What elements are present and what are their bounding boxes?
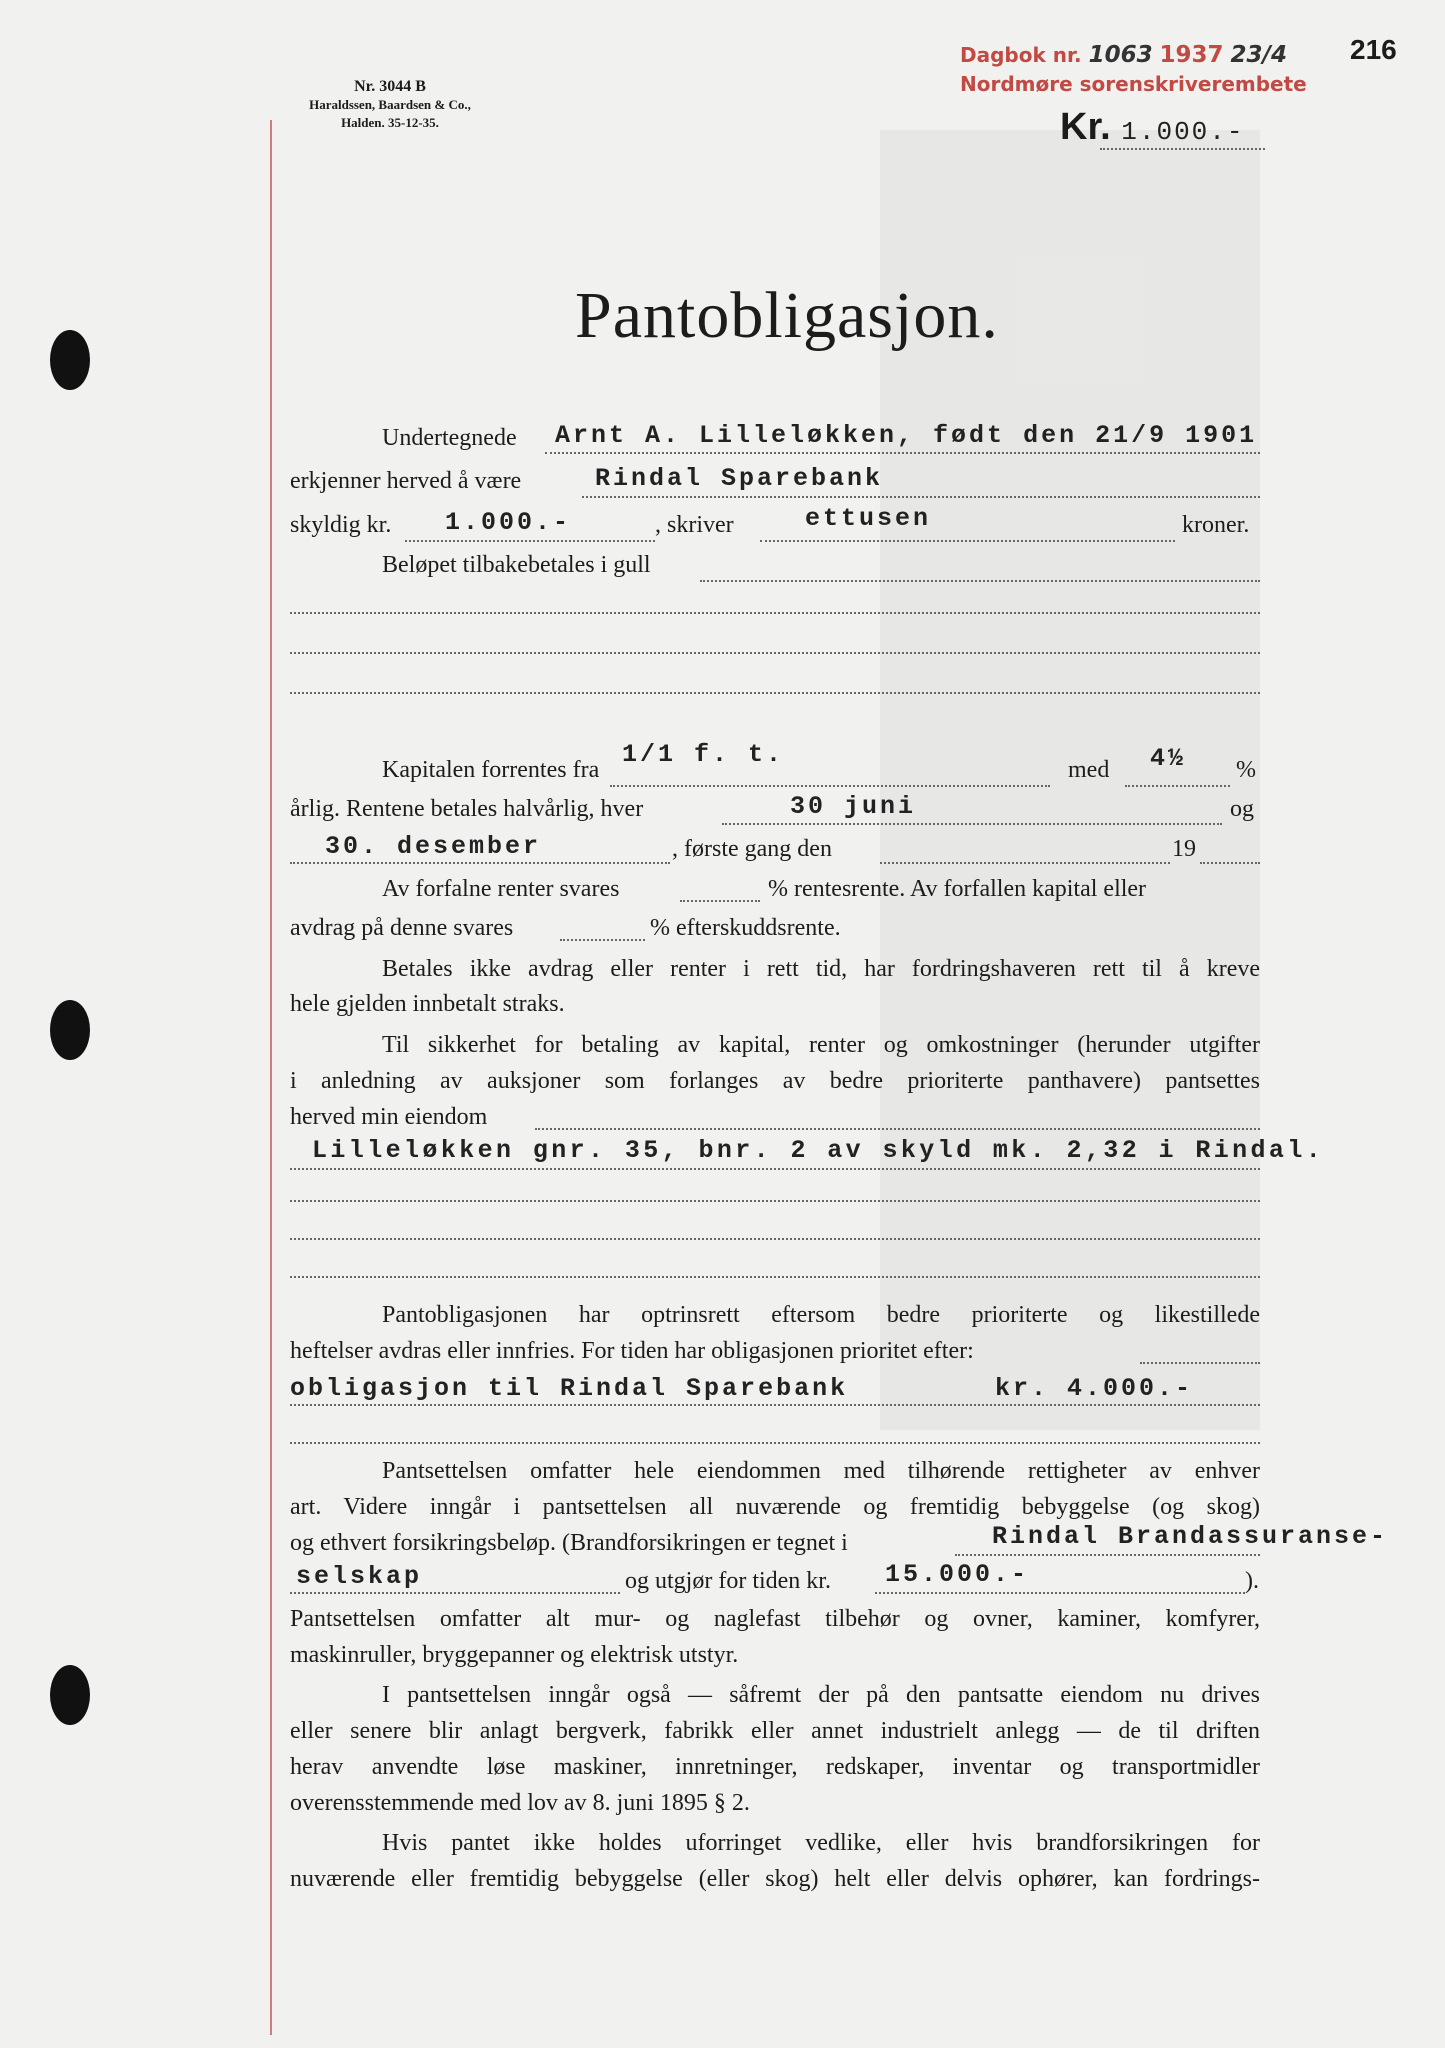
year-label: 19 <box>1172 836 1196 862</box>
omfatter-line-1: Pantsettelsen omfatter hele eiendommen med tilhørende rettigheter av enhver <box>382 1458 1260 1484</box>
form-number: Nr. 3044 B <box>354 78 426 95</box>
amount-header <box>1060 106 1244 149</box>
dagbok-date: 23/4 <box>1230 42 1287 68</box>
kroner-label: kroner. <box>1182 512 1250 538</box>
property-value: Lilleløkken gnr. 35, bnr. 2 av skyld mk. 2,32 i Rindal. <box>312 1136 1325 1165</box>
rate-percent: % <box>1236 757 1256 783</box>
date2-dots <box>290 862 670 864</box>
forfalne-dots <box>680 900 760 902</box>
omfatter-line-2: art. Videre inngår i pantsettelsen all nuværende og fremtidig bebyggelse (og skog) <box>290 1494 1260 1520</box>
blank-line-7 <box>290 1442 1260 1444</box>
tilbehor-line-1: Pantsettelsen omfatter alt mur- og naglefast tilbehør og ovner, kaminer, komfyrer, <box>290 1606 1260 1632</box>
insurer-value-2: selskap <box>296 1562 423 1591</box>
herved-dots <box>535 1128 1260 1130</box>
amount-header-dots <box>1100 148 1265 150</box>
industri-line-2: eller senere blir anlagt bergverk, fabrikk eller annet industrielt anlegg — de til driften <box>290 1718 1260 1744</box>
undertegnede-dots <box>545 452 1260 454</box>
med-label: med <box>1068 757 1110 783</box>
insurer-value-1: Rindal Brandassuranse- <box>992 1522 1389 1551</box>
skriver-dots <box>760 540 1175 542</box>
betales-line-2: hele gjelden innbetalt straks. <box>290 991 565 1017</box>
dagbok-label: Dagbok nr. <box>960 43 1082 67</box>
printer-line-2: Halden. 35-12-35. <box>341 115 439 130</box>
insurer-dots-2 <box>290 1592 620 1594</box>
utgjor-label: og utgjør for tiden kr. <box>625 1568 831 1594</box>
prior-amount: kr. 4.000.- <box>995 1374 1194 1403</box>
blank-line-3 <box>290 692 1260 694</box>
document-title: Pantobligasjon. <box>575 279 999 352</box>
industri-line-3: herav anvendte løse maskiner, innretninger, redskaper, inventar og transportmidler <box>290 1754 1260 1780</box>
forste-dots <box>880 862 1170 864</box>
erkjenner-value: Rindal Sparebank <box>595 464 884 493</box>
forfalne-label-a: Av forfalne renter svares <box>382 876 620 902</box>
belopet-label: Beløpet tilbakebetales i gull <box>382 552 651 578</box>
industri-line-4: overensstemmende med lov av 8. juni 1895 § 2. <box>290 1790 750 1816</box>
undertegnede-label: Undertegnede <box>382 425 517 451</box>
sikkerhet-line-2: i anledning av auksjoner som forlanges av bedre prioriterte panthavere) pantsettes <box>290 1068 1260 1094</box>
forfalne-label-b: % rentesrente. Av forfallen kapital eller <box>768 876 1147 902</box>
date1-value: 30 juni <box>790 792 917 821</box>
insured-dots <box>875 1592 1245 1594</box>
avdrag-dots <box>560 939 645 941</box>
close-paren: ). <box>1245 1568 1259 1594</box>
skriver-label: , skriver <box>655 512 734 538</box>
blank-line-1 <box>290 612 1260 614</box>
prioritet-line-1: Pantobligasjonen har optrinsrett eftersom bedre prioriterte og likestillede <box>382 1302 1260 1328</box>
dagbok-stamp <box>960 42 1287 68</box>
insurer-dots-1 <box>955 1554 1260 1556</box>
forste-label: , første gang den <box>672 836 832 862</box>
forsikring-label: og ethvert forsikringsbeløp. (Brandforsikringen er tegnet i <box>290 1530 848 1556</box>
hvis-line-1: Hvis pantet ikke holdes uforringet vedlike, eller hvis brandforsikringen for <box>382 1830 1260 1856</box>
date2-value: 30. desember <box>325 832 542 861</box>
amount-header-value: 1.000.- <box>1121 117 1245 147</box>
herved-label: herved min eiendom <box>290 1104 488 1130</box>
erkjenner-dots <box>582 496 1260 498</box>
office-stamp: Nordmøre sorenskriverembete <box>960 72 1307 96</box>
skriver-value: ettusen <box>805 504 932 533</box>
sikkerhet-line-1: Til sikkerhet for betaling av kapital, renter og omkostninger (herunder utgifter <box>382 1032 1260 1058</box>
page-number: 216 <box>1350 34 1397 65</box>
prior-value: obligasjon til Rindal Sparebank <box>290 1374 849 1403</box>
skyldig-dots <box>405 540 655 542</box>
avdrag-label-a: avdrag på denne svares <box>290 915 514 941</box>
rate-value: 4½ <box>1150 744 1187 773</box>
punch-hole-2 <box>50 1000 90 1060</box>
prior-dots <box>290 1404 1260 1406</box>
erkjenner-label: erkjenner herved å være <box>290 468 522 494</box>
dagbok-number: 1063 <box>1088 42 1153 68</box>
punch-hole-1 <box>50 330 90 390</box>
undertegnede-value: Arnt A. Lilleløkken, født den 21/9 1901 <box>555 421 1258 450</box>
blank-line-4 <box>290 1200 1260 1202</box>
industri-line-1: I pantsettelsen inngår også — såfremt der på den pantsatte eiendom nu drives <box>382 1682 1260 1708</box>
printer-line-1: Haraldssen, Baardsen & Co., <box>309 97 471 112</box>
date1-dots <box>722 823 1222 825</box>
margin-line <box>270 120 272 2035</box>
skyldig-label: skyldig kr. <box>290 512 392 538</box>
tilbehor-line-2: maskinruller, bryggepanner og elektrisk utstyr. <box>290 1642 739 1668</box>
blank-line-6 <box>290 1276 1260 1278</box>
avdrag-label-b: % efterskuddsrente. <box>650 915 841 941</box>
hvis-line-2: nuværende eller fremtidig bebyggelse (eller skog) helt eller delvis ophører, kan fordrings- <box>290 1866 1260 1892</box>
year-dots <box>1200 862 1260 864</box>
printer-imprint <box>280 78 500 132</box>
arlig-label: årlig. Rentene betales halvårlig, hver <box>290 796 644 822</box>
property-dots <box>290 1168 1260 1170</box>
dagbok-year: 1937 <box>1159 42 1224 68</box>
kapitalen-fra-value: 1/1 f. t. <box>622 740 785 769</box>
kapitalen-dots <box>610 785 1050 787</box>
prioritet-dots <box>1140 1362 1260 1364</box>
og-label: og <box>1230 796 1254 822</box>
belopet-dots <box>700 580 1260 582</box>
betales-line-1: Betales ikke avdrag eller renter i rett tid, har fordringshaveren rett til å kreve <box>382 956 1260 982</box>
blank-line-2 <box>290 652 1260 654</box>
insured-amount: 15.000.- <box>885 1560 1030 1589</box>
rate-dots <box>1125 785 1230 787</box>
punch-hole-3 <box>50 1665 90 1725</box>
amount-header-label: Kr. <box>1060 106 1111 148</box>
skyldig-value: 1.000.- <box>445 508 572 537</box>
prioritet-line-2: heftelser avdras eller innfries. For tiden har obligasjonen prioritet efter: <box>290 1338 974 1364</box>
blank-line-5 <box>290 1238 1260 1240</box>
kapitalen-label: Kapitalen forrentes fra <box>382 757 600 783</box>
